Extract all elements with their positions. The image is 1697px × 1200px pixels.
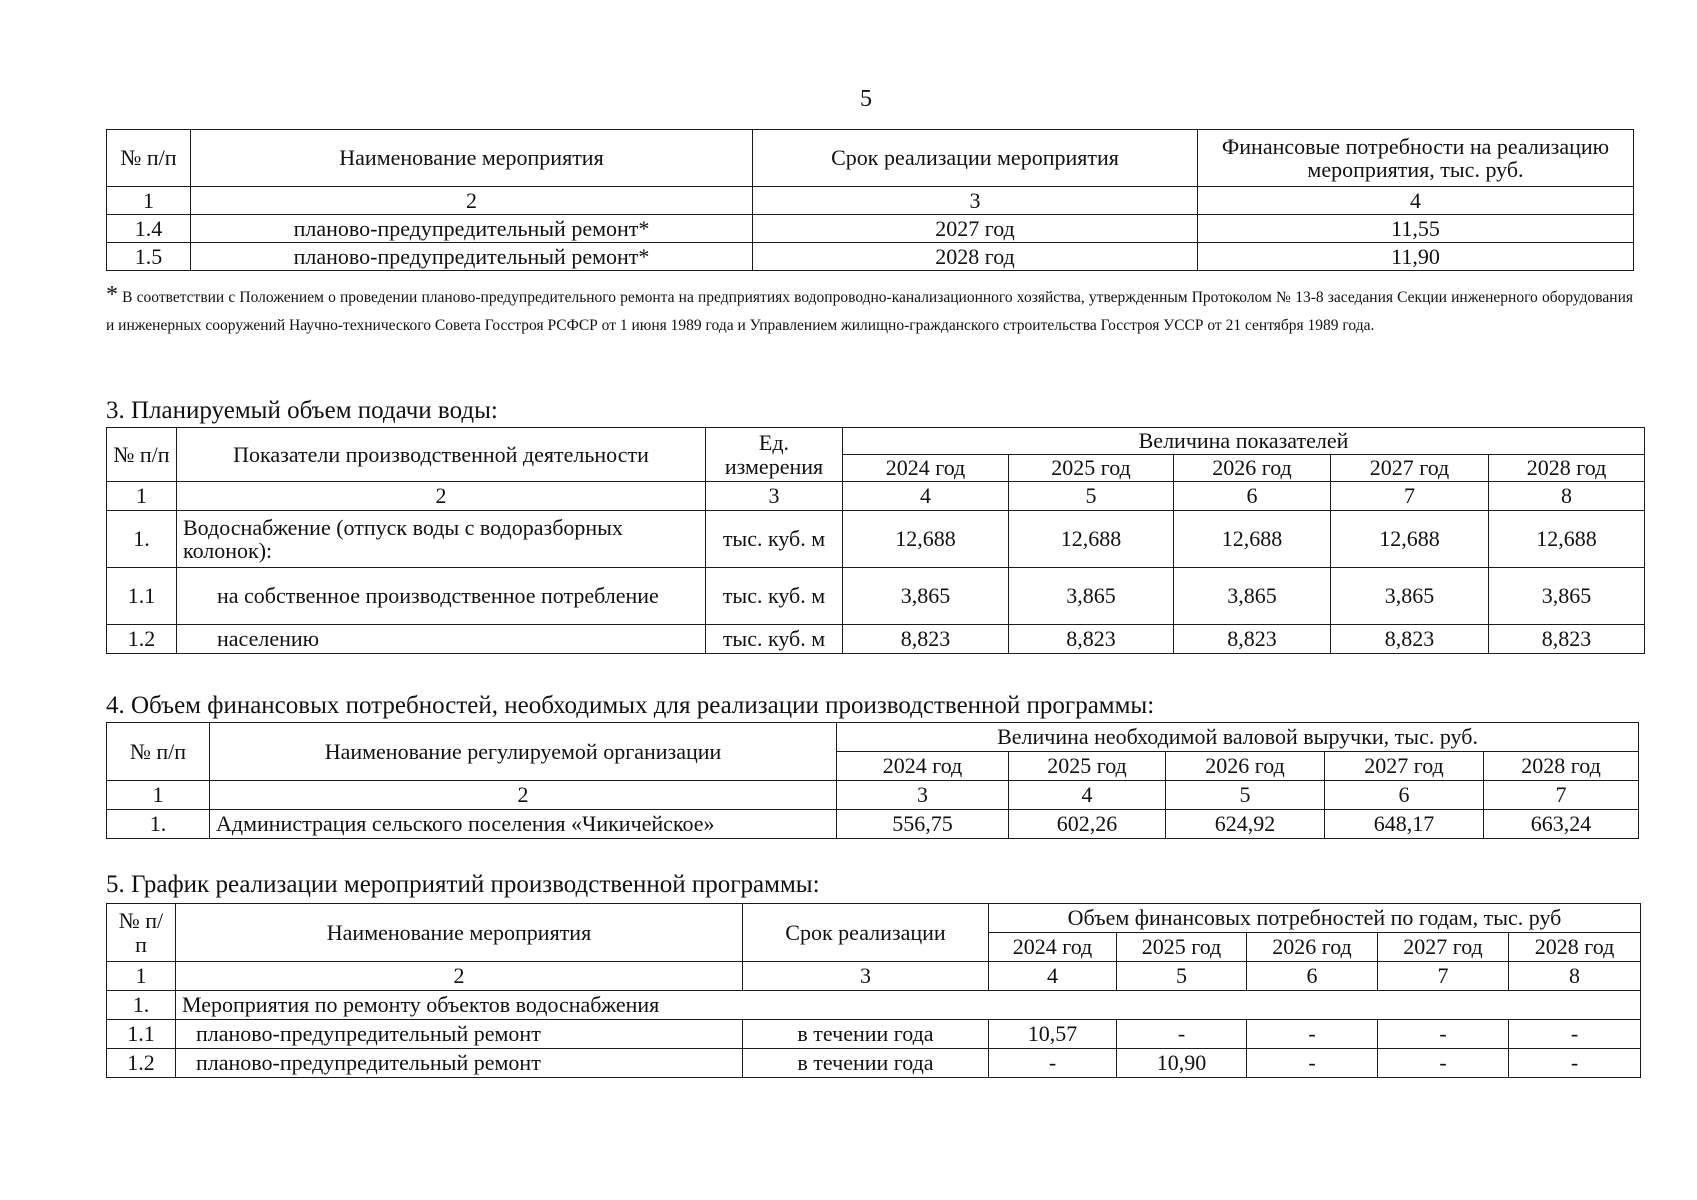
row-unit: тыс. куб. м [706,511,843,568]
row-num: 1.2 [107,625,177,654]
section-4-heading: 4. Объем финансовых потребностей, необходимых для реализации производственной программы: [106,692,1155,719]
row-indicator: населению [177,625,706,654]
header-year: 2026 год [1166,752,1325,781]
footnote-star: * [106,282,118,308]
row-value: 624,92 [1166,810,1325,839]
activities-table-continued [106,129,1634,271]
row-value: - [989,1049,1117,1078]
row-activity: планово-предупредительный ремонт* [191,215,753,243]
col-number: 2 [177,482,706,511]
table-row [107,810,1639,839]
header-num: № п/п [107,130,191,187]
row-activity: планово-предупредительный ремонт [176,1020,743,1049]
header-year: 2028 год [1509,933,1641,962]
header-year: 2027 год [1325,752,1484,781]
header-activity-name: Наименование мероприятия [176,904,743,962]
header-gross-revenue: Величина необходимой валовой выручки, тыс. руб. [837,723,1639,752]
row-value: 3,865 [1174,568,1331,625]
col-number: 3 [753,187,1198,215]
water-supply-table [106,427,1645,654]
col-number: 2 [176,962,743,991]
row-num: 1.5 [107,243,191,271]
row-amount: 11,55 [1198,215,1634,243]
financial-needs-table [106,722,1639,839]
header-term: Срок реализации мероприятия [753,130,1198,187]
row-value: 3,865 [1009,568,1174,625]
row-value: 663,24 [1484,810,1639,839]
table-row [107,215,1634,243]
header-indicator: Показатели производственной деятельности [177,428,706,482]
row-value: 556,75 [837,810,1009,839]
table-group-row [107,991,1641,1020]
row-num: 1. [107,810,210,839]
header-year: 2026 год [1174,455,1331,482]
section-5-heading: 5. График реализации мероприятий производственной программы: [106,871,820,898]
row-indicator: Водоснабжение (отпуск воды с водоразборных колонок): [177,511,706,568]
col-number: 7 [1378,962,1509,991]
col-number: 5 [1166,781,1325,810]
schedule-table [106,903,1641,1078]
col-number: 4 [843,482,1009,511]
table-row [107,243,1634,271]
header-year: 2025 год [1117,933,1247,962]
header-year: 2025 год [1009,455,1174,482]
header-num: № п/п [107,428,177,482]
row-unit: тыс. куб. м [706,625,843,654]
header-unit: Ед. измерения [706,428,843,482]
col-number: 3 [706,482,843,511]
row-term: в течении года [743,1020,989,1049]
header-num: № п/п [107,904,176,962]
header-year: 2025 год [1009,752,1166,781]
table-row [107,511,1645,568]
row-num: 1.2 [107,1049,176,1078]
row-value: 8,823 [1009,625,1174,654]
col-number: 1 [107,482,177,511]
col-number: 2 [210,781,837,810]
row-value: 12,688 [1489,511,1645,568]
row-num: 1. [107,991,176,1020]
row-value: 12,688 [1174,511,1331,568]
row-num: 1.1 [107,1020,176,1049]
row-organization: Администрация сельского поселения «Чикичейское» [210,810,837,839]
row-num: 1.4 [107,215,191,243]
col-number: 8 [1509,962,1641,991]
row-value: - [1117,1020,1247,1049]
row-value: - [1509,1020,1641,1049]
row-value: 10,90 [1117,1049,1247,1078]
page-number: 5 [860,86,872,112]
header-num: № п/п [107,723,210,781]
header-year: 2028 год [1489,455,1645,482]
row-indicator: на собственное производственное потребление [177,568,706,625]
table-row [107,1020,1641,1049]
row-num: 1.1 [107,568,177,625]
col-number: 5 [1117,962,1247,991]
col-number: 3 [743,962,989,991]
row-term: в течении года [743,1049,989,1078]
header-year: 2027 год [1378,933,1509,962]
header-organization: Наименование регулируемой организации [210,723,837,781]
col-number: 4 [1009,781,1166,810]
col-number: 6 [1247,962,1378,991]
col-number: 2 [191,187,753,215]
header-year: 2027 год [1331,455,1489,482]
row-term: 2027 год [753,215,1198,243]
header-financial-needs: Финансовые потребности на реализацию мероприятия, тыс. руб. [1198,130,1634,187]
row-value: 10,57 [989,1020,1117,1049]
col-number: 4 [1198,187,1634,215]
header-financial-volume: Объем финансовых потребностей по годам, тыс. руб [989,904,1641,933]
header-year: 2026 год [1247,933,1378,962]
header-year: 2024 год [989,933,1117,962]
row-value: - [1247,1049,1378,1078]
row-value: 8,823 [1174,625,1331,654]
header-term: Срок реализации [743,904,989,962]
col-number: 7 [1331,482,1489,511]
header-year: 2028 год [1484,752,1639,781]
header-year: 2024 год [837,752,1009,781]
row-value: 3,865 [1489,568,1645,625]
row-value: 12,688 [1009,511,1174,568]
row-value: 3,865 [1331,568,1489,625]
row-value: - [1378,1049,1509,1078]
row-activity: планово-предупредительный ремонт [176,1049,743,1078]
row-unit: тыс. куб. м [706,568,843,625]
row-amount: 11,90 [1198,243,1634,271]
col-number: 1 [107,781,210,810]
section-3-heading: 3. Планируемый объем подачи воды: [106,397,498,424]
col-number: 6 [1325,781,1484,810]
col-number: 5 [1009,482,1174,511]
col-number: 1 [107,962,176,991]
table-row [107,625,1645,654]
row-value: 648,17 [1325,810,1484,839]
row-num: 1. [107,511,177,568]
header-indicator-values: Величина показателей [843,428,1645,455]
row-value: - [1378,1020,1509,1049]
footnote [106,281,1633,340]
col-number: 6 [1174,482,1331,511]
row-value: 3,865 [843,568,1009,625]
table-row [107,568,1645,625]
row-value: 12,688 [843,511,1009,568]
col-number: 3 [837,781,1009,810]
col-number: 8 [1489,482,1645,511]
row-value: 8,823 [843,625,1009,654]
row-activity: планово-предупредительный ремонт* [191,243,753,271]
row-term: 2028 год [753,243,1198,271]
header-activity-name: Наименование мероприятия [191,130,753,187]
footnote-text: В соответствии с Положением о проведении планово-предупредительного ремонта на предприятиях водопроводно-канализационного хозяйства, утвержденным Протоколом № 13-8 заседания Секции инженерного оборудования и инженерных сооружений Научно-технического Совета Госстроя РСФСР от 1 июня 1989 года и Управлением жилищно-гражданского строительства Госстроя УССР от 21 сентября 1989 года. [106,289,1633,334]
col-number: 4 [989,962,1117,991]
row-value: 602,26 [1009,810,1166,839]
col-number: 1 [107,187,191,215]
row-value: - [1509,1049,1641,1078]
col-number: 7 [1484,781,1639,810]
header-year: 2024 год [843,455,1009,482]
row-group-title: Мероприятия по ремонту объектов водоснабжения [176,991,1641,1020]
row-value: 8,823 [1489,625,1645,654]
row-value: 12,688 [1331,511,1489,568]
row-value: - [1247,1020,1378,1049]
row-value: 8,823 [1331,625,1489,654]
table-row [107,1049,1641,1078]
